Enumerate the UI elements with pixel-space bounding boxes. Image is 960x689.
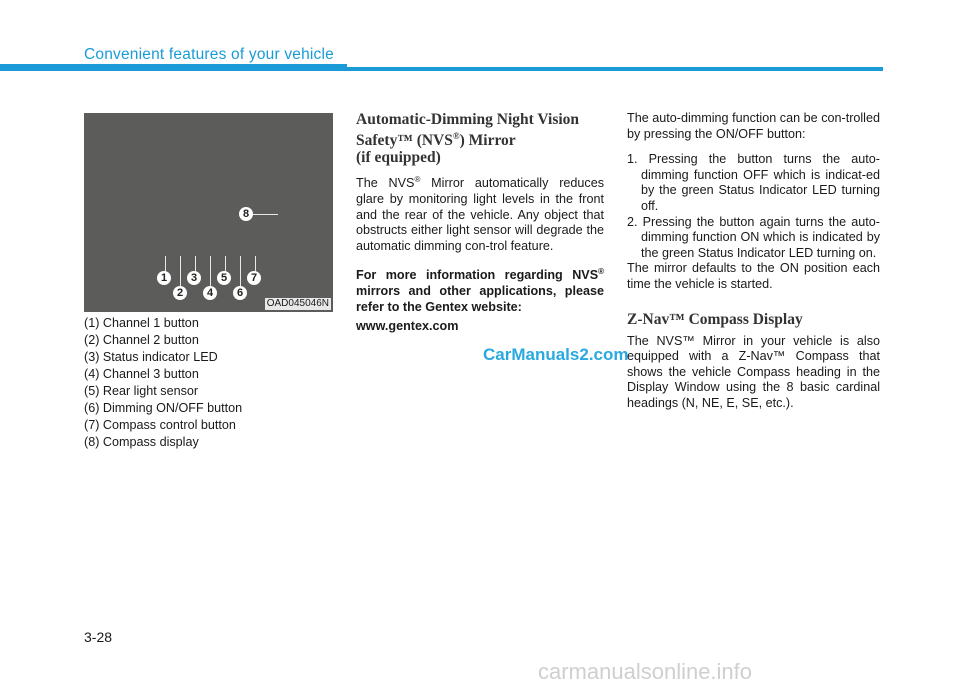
page-number: 3-28	[84, 629, 113, 645]
section-header-title: Convenient features of your vehicle	[84, 46, 334, 63]
caption-item: (5) Rear light sensor	[84, 384, 199, 398]
figure-code: OAD045046N	[266, 298, 329, 309]
section-title-compass: Z-Nav™ Compass Display	[627, 310, 803, 328]
callout-2: 2	[173, 286, 187, 300]
step-item: 1. Pressing the button turns the auto-dimming function OFF which is indicat-ed by the green Status Indicator LED turning off.	[627, 152, 880, 213]
leader-line	[180, 256, 181, 286]
watermark-carmanuals: CarManuals2.com	[483, 345, 629, 364]
section-title-nvs-mirror: Automatic-Dimming Night Vision Safety™ (NVS®) Mirror (if equipped)	[356, 111, 580, 167]
nvs-description: The NVS® Mirror automatically reduces glare by monitoring light levels in the front and the rear of the vehicle. Any object that obstructs either light sensor will degrade the automatic dimming con-trol feature.	[356, 175, 604, 253]
leader-line	[252, 214, 278, 215]
gentex-info: For more information regarding NVS® mirrors and other applications, please refer to the Gentex website:	[356, 267, 604, 314]
leader-line	[240, 256, 241, 286]
callout-8: 8	[239, 207, 253, 221]
caption-item: (6) Dimming ON/OFF button	[84, 401, 243, 415]
leader-line	[210, 256, 211, 286]
mirror-default: The mirror defaults to the ON position each time the vehicle is started.	[627, 261, 880, 291]
header-rule	[0, 67, 883, 71]
gentex-url: www.gentex.com	[356, 319, 459, 334]
auto-dimming-intro: The auto-dimming function can be con-trolled by pressing the ON/OFF button:	[627, 111, 880, 141]
caption-list	[84, 315, 242, 451]
caption-item: (8) Compass display	[84, 435, 199, 449]
column-right	[627, 111, 880, 412]
caption-item: (1) Channel 1 button	[84, 316, 199, 330]
mirror-figure	[84, 113, 333, 312]
steps-list	[627, 152, 880, 261]
leader-line	[165, 256, 166, 272]
callout-1: 1	[157, 271, 171, 285]
step-item: 2. Pressing the button again turns the auto-dimming function ON which is indicated by the green Status Indicator LED turning on.	[627, 214, 880, 260]
leader-line	[195, 256, 196, 272]
callout-7: 7	[247, 271, 261, 285]
leader-line	[255, 256, 256, 272]
caption-item: (7) Compass control button	[84, 418, 236, 432]
leader-line	[225, 256, 226, 272]
caption-item: (4) Channel 3 button	[84, 367, 199, 381]
callout-3: 3	[187, 271, 201, 285]
callout-5: 5	[217, 271, 231, 285]
callout-4: 4	[203, 286, 217, 300]
column-middle	[356, 111, 604, 335]
caption-item: (2) Channel 2 button	[84, 333, 199, 347]
callout-6: 6	[233, 286, 247, 300]
caption-item: (3) Status indicator LED	[84, 350, 218, 364]
footer-watermark: carmanualsonline.info	[538, 659, 753, 684]
compass-description: The NVS™ Mirror in your vehicle is also equipped with a Z-Nav™ Compass that shows the vehicle Compass heading in the Display Window using the 8 basic cardinal headings (N, NE, E, SE, etc.).	[627, 333, 880, 410]
